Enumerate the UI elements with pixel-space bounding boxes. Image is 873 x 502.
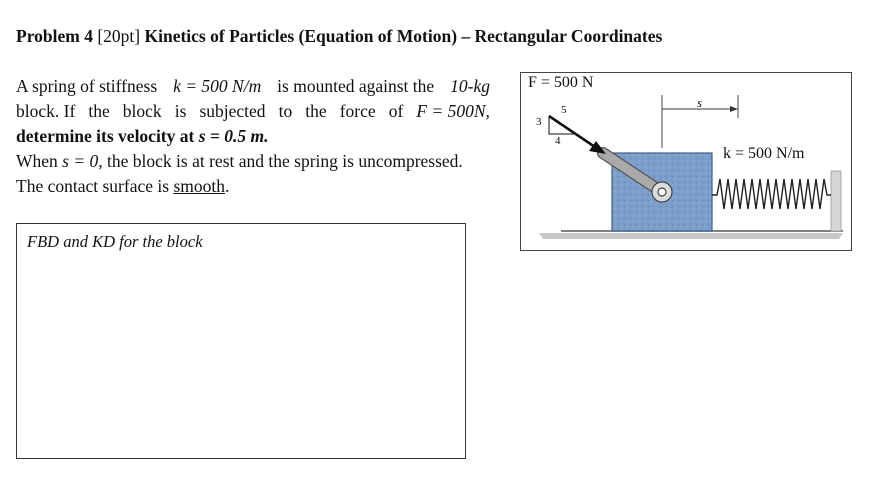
- statement-line-1: A spring of stiffness k = 500 N/m is mounted against the 10-kg: [16, 76, 490, 96]
- problem-figure: [520, 72, 852, 251]
- disp-arrow-head: [730, 106, 738, 112]
- wall: [831, 171, 841, 231]
- problem-topic: Kinetics of Particles (Equation of Motion) – Rectangular Coordinates: [144, 26, 663, 46]
- fbd-answer-box[interactable]: [16, 223, 466, 459]
- spring-constant-label: k = 500 N/m: [723, 145, 805, 162]
- answer-box-label: FBD and KD for the block: [27, 232, 203, 251]
- force-label: F = 500 N: [528, 74, 594, 91]
- statement-line-2: block. If the block is subjected to the force of F = 500N,: [16, 101, 490, 121]
- displacement-label: s: [697, 95, 703, 110]
- problem-points: [20pt]: [97, 26, 141, 46]
- statement-line-5: The contact surface is smooth.: [16, 176, 230, 196]
- slope-label-5: 5: [561, 104, 567, 116]
- statement-line-4: When s = 0, the block is at rest and the spring is uncompressed.: [16, 151, 463, 171]
- pin-inner: [658, 188, 666, 196]
- slope-label-4: 4: [555, 135, 561, 147]
- problem-statement: [16, 74, 490, 199]
- problem-number: Problem 4: [16, 26, 93, 46]
- slope-label-3: 3: [536, 116, 542, 128]
- floor-ground: [539, 233, 843, 239]
- problem-title: [16, 26, 662, 47]
- spring: [712, 179, 831, 209]
- statement-line-3: determine its velocity at s = 0.5 m.: [16, 126, 269, 146]
